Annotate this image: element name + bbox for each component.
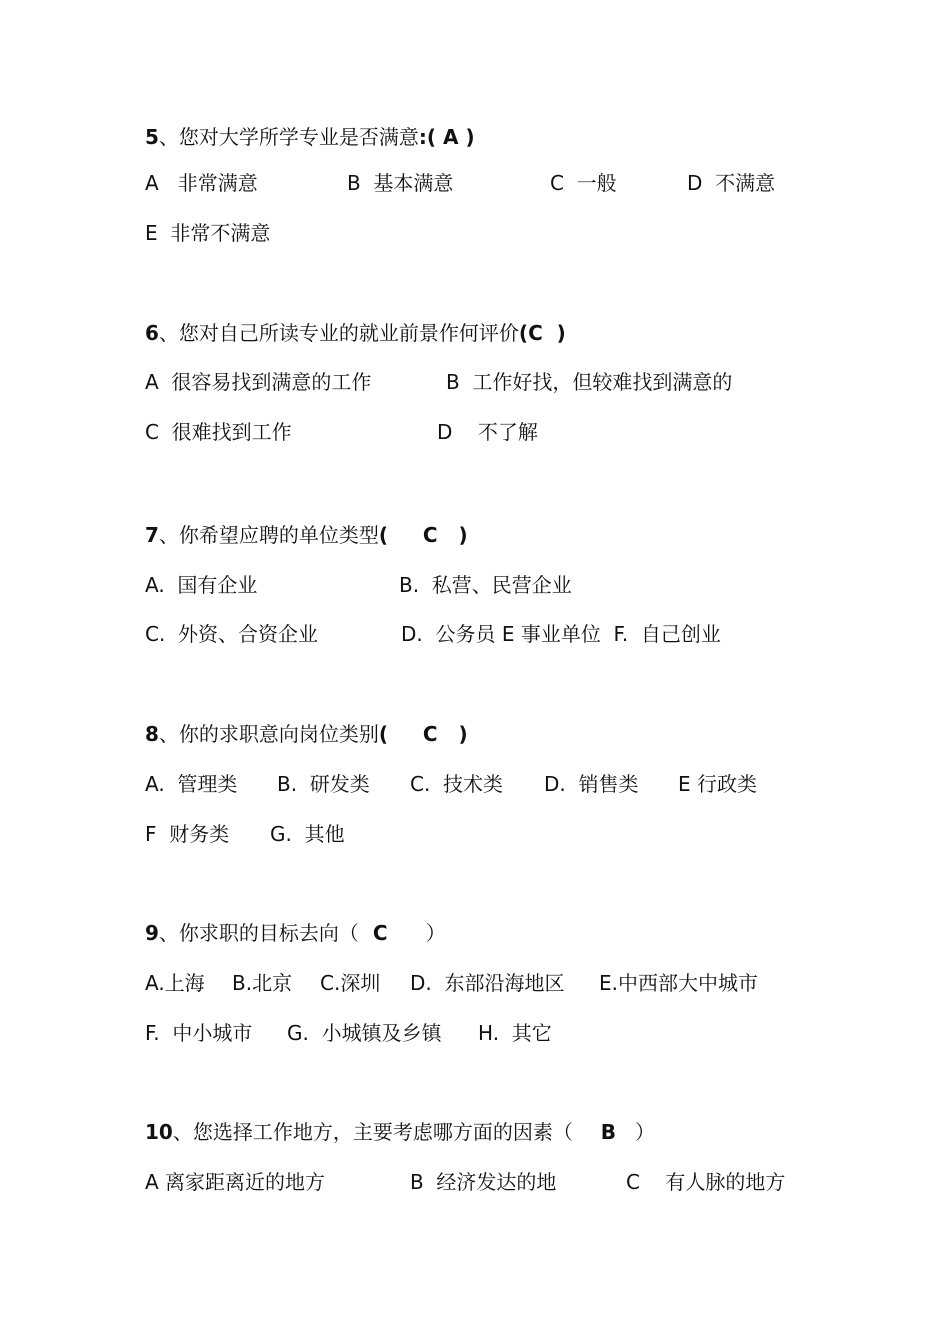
answer-letter: C [422, 523, 438, 547]
option: D 不了解 [437, 420, 538, 444]
answer-open: ( [378, 722, 423, 746]
answer-close: ) [542, 321, 566, 345]
option: C 有人脉的地方 [626, 1170, 786, 1194]
option: B 经济发达的地 [410, 1170, 557, 1194]
answer-open [573, 1120, 601, 1144]
answer-letter: B [600, 1120, 616, 1144]
answer-close: ) [437, 523, 468, 547]
question-number: 6 [145, 321, 159, 345]
options-row [145, 1020, 845, 1046]
answer-open: :( [418, 125, 444, 149]
options-row [145, 220, 270, 246]
option: C.深圳 [320, 971, 381, 995]
option: D. 销售类 [544, 772, 639, 796]
option: A.上海 [145, 971, 205, 995]
answer-letter: C [528, 321, 543, 345]
option: B 基本满意 [347, 171, 454, 195]
option: A. 管理类 [145, 772, 238, 796]
option: C. 技术类 [410, 772, 504, 796]
option: C. 外资、合资企业 [145, 622, 319, 646]
question-text: 、你求职的目标去向（ [158, 921, 359, 945]
option: C 很难找到工作 [145, 420, 292, 444]
option: B 工作好找，但较难找到满意的 [446, 370, 733, 394]
options-row [145, 419, 845, 445]
options-row [145, 821, 845, 847]
options-row [145, 572, 845, 598]
question-text: 、您对自己所读专业的就业前景作何评价 [158, 321, 519, 345]
question-number: 8 [145, 722, 159, 746]
options-row [145, 970, 845, 996]
question-5 [145, 124, 475, 150]
question-8 [145, 721, 468, 747]
option: E 非常不满意 [145, 221, 271, 245]
question-text: 、你希望应聘的单位类型 [158, 523, 379, 547]
question-7 [145, 522, 468, 548]
option: C 一般 [550, 171, 617, 195]
option: E.中西部大中城市 [599, 971, 758, 995]
answer-open: ( [518, 321, 529, 345]
question-text: 、您选择工作地方，主要考虑哪方面的因素（ [172, 1120, 573, 1144]
question-6 [145, 320, 566, 346]
question-text: 、您对大学所学专业是否满意 [158, 125, 419, 149]
question-number: 7 [145, 523, 159, 547]
question-text: 、你的求职意向岗位类别 [158, 722, 379, 746]
answer-open: ( [378, 523, 423, 547]
options-row [145, 369, 845, 395]
option: F 财务类 [145, 822, 230, 846]
options-row [145, 170, 845, 196]
option: D. 公务员 E 事业单位 F. 自己创业 [401, 622, 721, 646]
option: A 非常满意 [145, 171, 258, 195]
answer-close: ) [437, 722, 468, 746]
question-9 [145, 920, 446, 946]
option: A 离家距离近的地方 [145, 1170, 326, 1194]
answer-letter: A [443, 125, 459, 149]
options-row [145, 1169, 845, 1195]
option: G. 其他 [270, 822, 345, 846]
option: B. 私营、民营企业 [399, 573, 572, 597]
question-number: 9 [145, 921, 159, 945]
options-row [145, 771, 845, 797]
question-number: 10 [145, 1120, 173, 1144]
option: E 行政类 [678, 772, 757, 796]
option: G. 小城镇及乡镇 [287, 1021, 442, 1045]
option: F. 中小城市 [145, 1021, 253, 1045]
question-10 [145, 1119, 655, 1145]
answer-open [359, 921, 373, 945]
option: D 不满意 [687, 171, 776, 195]
answer-letter: C [422, 722, 438, 746]
answer-letter: C [372, 921, 388, 945]
option: A. 国有企业 [145, 573, 258, 597]
answer-close: ） [387, 921, 446, 945]
option: H. 其它 [478, 1021, 552, 1045]
option: A 很容易找到满意的工作 [145, 370, 372, 394]
answer-close: ) [458, 125, 475, 149]
option: B.北京 [232, 971, 293, 995]
option: B. 研发类 [277, 772, 370, 796]
option: D. 东部沿海地区 [410, 971, 565, 995]
answer-close: ） [615, 1120, 656, 1144]
options-row [145, 621, 845, 647]
question-number: 5 [145, 125, 159, 149]
